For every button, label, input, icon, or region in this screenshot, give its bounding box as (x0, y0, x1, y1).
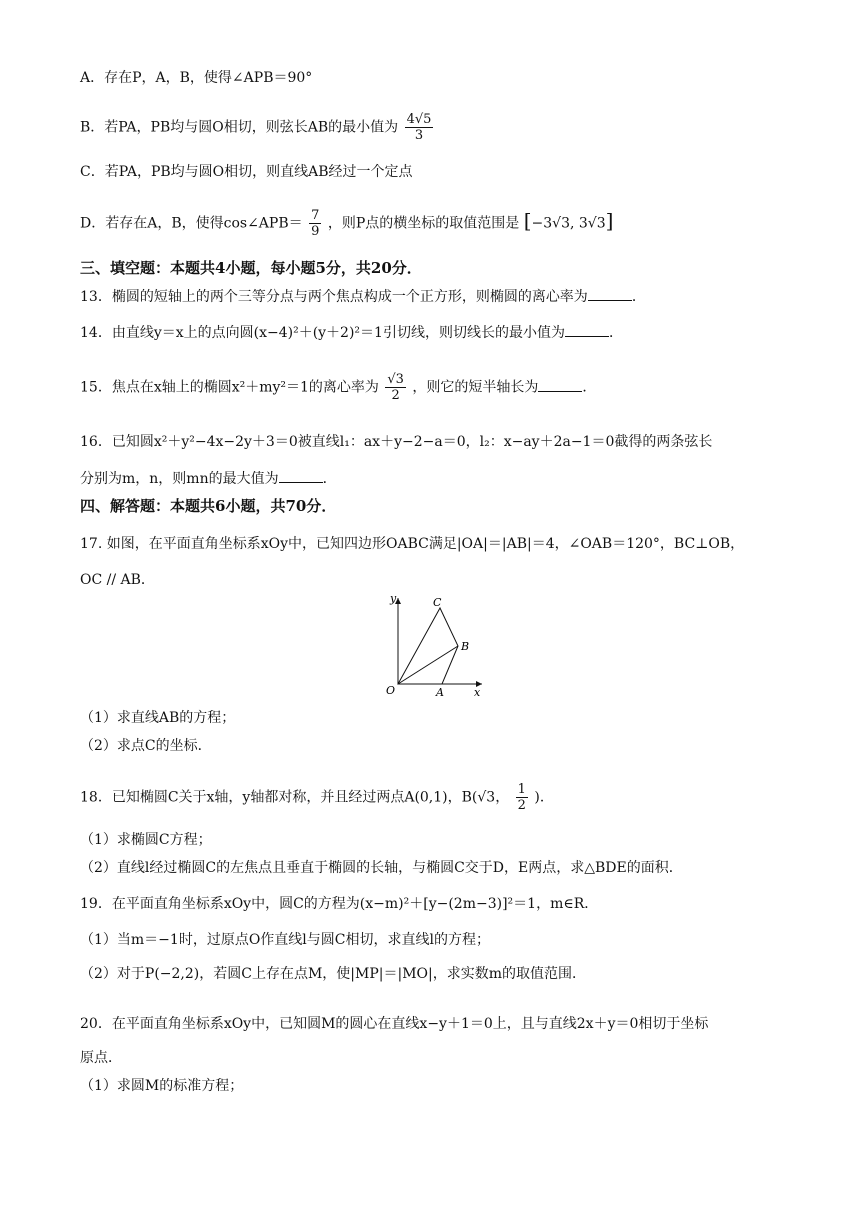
option-b (80, 112, 800, 143)
question-18-part-2: （2）直线l经过椭圆C的左焦点且垂直于椭圆的长轴，与椭圆C交于D，E两点，求△BDE的面积． (80, 860, 683, 876)
point-c-label: C (433, 596, 442, 609)
option-d-fraction (309, 208, 321, 239)
option-d (80, 208, 800, 239)
question-16-line-2: 分别为m，n，则mn的最大值为 ． (80, 468, 800, 489)
answer-blank (588, 286, 632, 301)
question-16-line-1: 16．已知圆x²＋y²−4x−2y＋3＝0被直线l₁：ax＋y−2−a＝0，l₂：x−ay＋2a−1＝0截得的两条弦长 (80, 434, 713, 450)
point-o-label: O (386, 684, 396, 697)
answer-blank (565, 322, 609, 337)
question-19-part-1: （1）当m＝−1时，过原点O作直线l与圆C相切，求直线l的方程； (80, 932, 490, 948)
question-15-text-2: ，则它的短半轴长为 (412, 379, 539, 396)
question-20-line-1: 20．在平面直角坐标系xOy中，已知圆M的圆心在直线x−y＋1＝0上，且与直线2x＋y＝0相切于坐标 (80, 1016, 709, 1032)
question-18-text-2: )． (534, 789, 554, 806)
y-axis-label: y (390, 592, 397, 605)
option-a: A．存在P，A，B，使得∠APB＝90° (80, 70, 313, 86)
question-17-line-2: OC // AB． (80, 572, 155, 588)
answer-blank (279, 468, 323, 483)
quadrilateral-figure (360, 590, 490, 702)
question-18 (80, 782, 800, 813)
quadrilateral-oabc (398, 608, 458, 684)
question-14-text: 14．由直线y＝x上的点向圆(x−4)²＋(y＋2)²＝1引切线，则切线长的最小值为 (80, 325, 565, 341)
option-c: C．若PA，PB均与圆O相切，则直线AB经过一个定点 (80, 164, 413, 180)
question-16-text: 分别为m，n，则mn的最大值为 (80, 471, 279, 487)
answer-blank (538, 377, 582, 392)
option-d-range: −3√3, 3√3 (531, 215, 606, 232)
option-b-text: B．若PA，PB均与圆O相切，则弦长AB的最小值为 (80, 119, 399, 136)
question-13-text: 13．椭圆的短轴上的两个三等分点与两个焦点构成一个正方形，则椭圆的离心率为 (80, 289, 588, 305)
question-20-line-2: 原点． (80, 1050, 122, 1066)
question-20-part-1: （1）求圆M的标准方程； (80, 1078, 244, 1094)
fraction-denominator: 2 (517, 798, 526, 813)
fraction-denominator: 2 (391, 388, 400, 403)
fraction-denominator: 3 (414, 128, 424, 143)
option-d-text: D．若存在A，B，使得cos∠APB＝ (80, 215, 303, 232)
right-bracket: ] (605, 208, 614, 233)
question-17-part-1: （1）求直线AB的方程； (80, 710, 236, 726)
left-bracket: [ (523, 208, 532, 233)
question-18-fraction (516, 782, 528, 813)
section-4-heading: 四、解答题：本题共6小题，共70分． (80, 497, 337, 515)
point-b-label: B (461, 640, 470, 653)
question-17-line-1: 17. 如图，在平面直角坐标系xOy中，已知四边形OABC满足|OA|＝|AB|＝4，∠OAB＝120°，BC⊥OB， (80, 536, 745, 552)
fraction-denominator: 9 (311, 224, 320, 239)
question-15-text: 15．焦点在x轴上的椭圆x²＋my²＝1的离心率为 (80, 379, 379, 396)
question-15-fraction (385, 372, 406, 403)
fraction-numerator: 4√5 (406, 112, 432, 127)
diagonal-ob (398, 646, 458, 684)
question-17-part-2: （2）求点C的坐标． (80, 738, 212, 754)
point-a-label: A (436, 686, 444, 699)
question-19: 19．在平面直角坐标系xOy中，圆C的方程为(x−m)²＋[y−(2m−3)]²＝1，m∈R． (80, 896, 599, 912)
question-13: 13．椭圆的短轴上的两个三等分点与两个焦点构成一个正方形，则椭圆的离心率为 ． (80, 286, 800, 307)
question-14: 14．由直线y＝x上的点向圆(x−4)²＋(y＋2)²＝1引切线，则切线长的最小值为 ． (80, 322, 800, 343)
question-18-text: 18．已知椭圆C关于x轴，y轴都对称，并且经过两点A(0,1)，B(√3， (80, 789, 510, 806)
option-d-text-2: ，则P点的横坐标的取值范围是 (327, 215, 520, 232)
fraction-numerator: √3 (387, 372, 404, 387)
question-19-part-2: （2）对于P(−2,2)，若圆C上存在点M，使|MP|＝|MO|，求实数m的取值范围． (80, 966, 587, 982)
fraction-numerator: 7 (311, 208, 320, 223)
question-18-part-1: （1）求椭圆C方程； (80, 832, 212, 848)
option-b-fraction (405, 112, 434, 143)
x-axis-label: x (474, 686, 481, 699)
question-15: 15．焦点在x轴上的椭圆x²＋my²＝1的离心率为 $\frac{√3}{2}$ ，则它的短半轴长为 ． (80, 372, 597, 403)
fraction-numerator: 1 (517, 782, 526, 797)
section-3-heading: 三、填空题：本题共4小题，每小题5分，共20分． (80, 259, 422, 277)
